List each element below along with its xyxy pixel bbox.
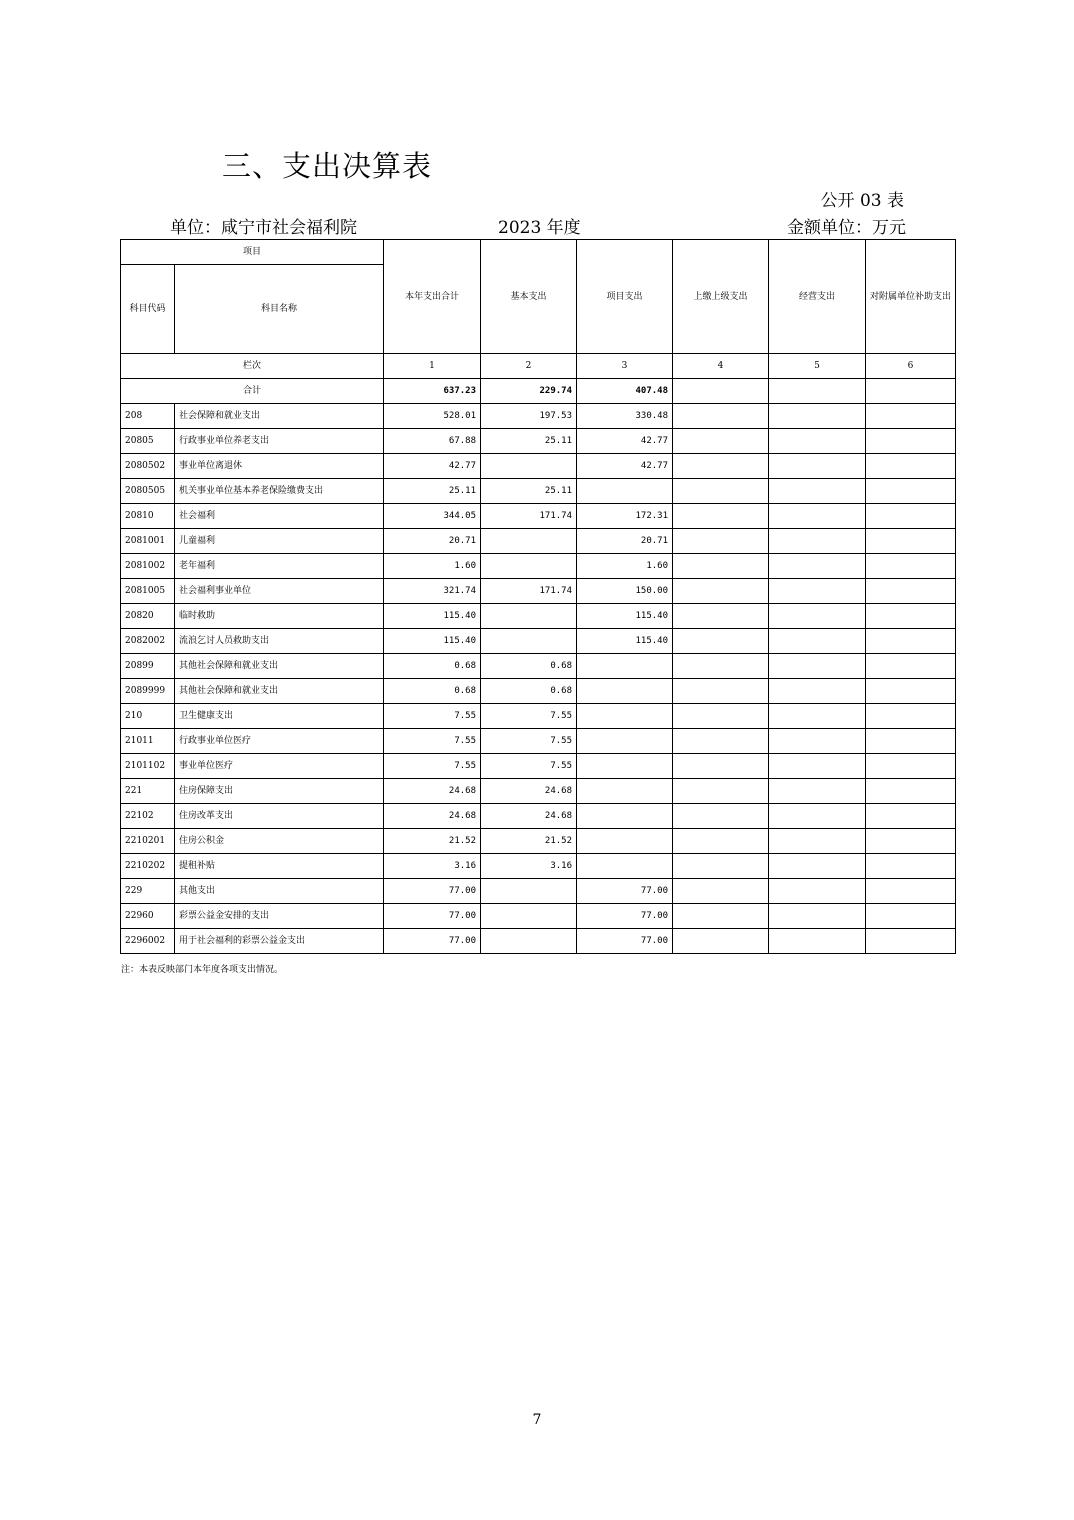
total-row (121, 379, 956, 404)
amount-cell: 3.16 (384, 854, 481, 879)
subject-name: 其他社会保障和就业支出 (175, 654, 384, 679)
amount-cell (769, 654, 866, 679)
amount-cell (577, 729, 673, 754)
year-label: 2023 年度 (498, 218, 581, 238)
table-row (121, 629, 956, 654)
amount-cell (769, 429, 866, 454)
amount-cell: 172.31 (577, 504, 673, 529)
table-row (121, 704, 956, 729)
subject-name: 社会福利事业单位 (175, 579, 384, 604)
amount-cell (673, 804, 769, 829)
amount-cell (673, 529, 769, 554)
amount-cell (866, 454, 956, 479)
amount-cell (481, 554, 577, 579)
amount-cell (769, 779, 866, 804)
amount-cell (866, 554, 956, 579)
amount-cell (577, 854, 673, 879)
subject-name: 卫生健康支出 (175, 704, 384, 729)
subject-code: 2101102 (121, 754, 175, 779)
amount-cell: 20.71 (577, 529, 673, 554)
subject-name: 住房公积金 (175, 829, 384, 854)
amount-cell: 321.74 (384, 579, 481, 604)
column-index-label: 栏次 (121, 354, 384, 379)
amount-cell (577, 479, 673, 504)
subject-name: 其他社会保障和就业支出 (175, 679, 384, 704)
page-number: 7 (532, 1412, 542, 1428)
column-index-4: 4 (673, 354, 769, 379)
amount-cell: 0.68 (481, 654, 577, 679)
amount-cell (769, 454, 866, 479)
amount-cell: 7.55 (481, 729, 577, 754)
amount-cell (866, 629, 956, 654)
table-meta (170, 213, 906, 237)
amount-cell: 115.40 (577, 629, 673, 654)
amount-cell: 67.88 (384, 429, 481, 454)
table-row (121, 579, 956, 604)
amount-cell: 24.68 (481, 779, 577, 804)
amount-cell: 77.00 (384, 904, 481, 929)
table-note: 注：本表反映部门本年度各项支出情况。 (121, 965, 284, 975)
subject-code: 20810 (121, 504, 175, 529)
subject-name: 行政事业单位养老支出 (175, 429, 384, 454)
amount-cell (673, 504, 769, 529)
amount-cell (769, 904, 866, 929)
header-col-4: 上缴上级支出 (673, 240, 769, 354)
amount-cell (769, 679, 866, 704)
subject-code: 2080505 (121, 479, 175, 504)
amount-cell: 77.00 (577, 879, 673, 904)
table-row (121, 779, 956, 804)
amount-cell (673, 579, 769, 604)
amount-cell (866, 529, 956, 554)
amount-cell: 150.00 (577, 579, 673, 604)
amount-cell (769, 504, 866, 529)
column-index-5: 5 (769, 354, 866, 379)
amount-cell: 344.05 (384, 504, 481, 529)
header-col-1: 本年支出合计 (384, 240, 481, 354)
subject-name: 住房改革支出 (175, 804, 384, 829)
amount-cell: 7.55 (384, 729, 481, 754)
expenditure-table (120, 239, 956, 954)
amount-cell (866, 879, 956, 904)
subject-code: 20820 (121, 604, 175, 629)
amount-cell (673, 854, 769, 879)
amount-cell (481, 629, 577, 654)
amount-cell (481, 454, 577, 479)
amount-cell (481, 929, 577, 954)
amount-cell: 77.00 (577, 929, 673, 954)
amount-cell (673, 404, 769, 429)
subject-code: 208 (121, 404, 175, 429)
column-index-1: 1 (384, 354, 481, 379)
table-row (121, 429, 956, 454)
table-row (121, 904, 956, 929)
amount-cell (577, 804, 673, 829)
amount-cell (866, 854, 956, 879)
subject-code: 20805 (121, 429, 175, 454)
amount-cell (866, 404, 956, 429)
subject-name: 社会福利 (175, 504, 384, 529)
amount-cell: 171.74 (481, 504, 577, 529)
unit-label: 单位：咸宁市社会福利院 (170, 218, 357, 238)
amount-cell (673, 429, 769, 454)
amount-cell (673, 879, 769, 904)
amount-cell: 25.11 (481, 429, 577, 454)
header-item: 项目 (121, 240, 384, 265)
column-index-6: 6 (866, 354, 956, 379)
amount-cell (866, 654, 956, 679)
amount-cell (866, 829, 956, 854)
table-row (121, 529, 956, 554)
amount-cell (866, 679, 956, 704)
subject-code: 20899 (121, 654, 175, 679)
subject-code: 229 (121, 879, 175, 904)
amount-cell (769, 729, 866, 754)
amount-cell (866, 929, 956, 954)
amount-cell (769, 854, 866, 879)
amount-cell (673, 929, 769, 954)
amount-cell: 115.40 (384, 629, 481, 654)
subject-name: 提租补贴 (175, 854, 384, 879)
subject-code: 2081002 (121, 554, 175, 579)
subject-name: 老年福利 (175, 554, 384, 579)
subject-code: 221 (121, 779, 175, 804)
total-value: 637.23 (384, 379, 481, 404)
amount-cell (769, 704, 866, 729)
amount-cell (769, 829, 866, 854)
amount-cell (481, 604, 577, 629)
amount-cell (769, 404, 866, 429)
amount-cell (769, 804, 866, 829)
amount-cell: 42.77 (384, 454, 481, 479)
amount-cell: 1.60 (577, 554, 673, 579)
amount-cell: 77.00 (384, 879, 481, 904)
total-value (769, 379, 866, 404)
amount-cell (673, 479, 769, 504)
subject-code: 2080502 (121, 454, 175, 479)
amount-cell (866, 479, 956, 504)
amount-cell (577, 704, 673, 729)
amount-cell (769, 554, 866, 579)
amount-cell: 7.55 (384, 704, 481, 729)
amount-cell: 115.40 (577, 604, 673, 629)
amount-cell (673, 704, 769, 729)
table-row (121, 879, 956, 904)
header-col-6: 对附属单位补助支出 (866, 240, 956, 354)
table-row (121, 754, 956, 779)
amount-cell: 21.52 (481, 829, 577, 854)
table-row (121, 504, 956, 529)
subject-code: 22960 (121, 904, 175, 929)
amount-cell: 0.68 (481, 679, 577, 704)
total-value (673, 379, 769, 404)
subject-name: 机关事业单位基本养老保险缴费支出 (175, 479, 384, 504)
amount-cell (769, 879, 866, 904)
amount-cell (769, 479, 866, 504)
amount-cell: 0.68 (384, 679, 481, 704)
amount-cell: 20.71 (384, 529, 481, 554)
amount-cell (866, 779, 956, 804)
subject-name: 流浪乞讨人员救助支出 (175, 629, 384, 654)
amount-cell (577, 654, 673, 679)
amount-cell: 528.01 (384, 404, 481, 429)
table-row (121, 554, 956, 579)
amount-cell: 0.68 (384, 654, 481, 679)
amount-cell (866, 579, 956, 604)
amount-cell (866, 704, 956, 729)
total-value: 407.48 (577, 379, 673, 404)
amount-cell (673, 829, 769, 854)
amount-cell (673, 729, 769, 754)
total-label: 合计 (121, 379, 384, 404)
amount-cell (673, 904, 769, 929)
table-row (121, 804, 956, 829)
table-row (121, 854, 956, 879)
subject-code: 2296002 (121, 929, 175, 954)
column-index-row (121, 354, 956, 379)
amount-cell: 77.00 (577, 904, 673, 929)
subject-code: 2081005 (121, 579, 175, 604)
amount-cell: 21.52 (384, 829, 481, 854)
table-row (121, 679, 956, 704)
subject-name: 住房保障支出 (175, 779, 384, 804)
amount-cell (673, 754, 769, 779)
amount-cell (769, 579, 866, 604)
amount-cell (866, 904, 956, 929)
amount-cell (673, 604, 769, 629)
subject-name: 社会保障和就业支出 (175, 404, 384, 429)
amount-cell: 197.53 (481, 404, 577, 429)
header-col-5: 经营支出 (769, 240, 866, 354)
amount-cell: 24.68 (481, 804, 577, 829)
header-row-top (121, 240, 956, 265)
amount-cell: 7.55 (481, 704, 577, 729)
table-row (121, 479, 956, 504)
amount-cell (866, 604, 956, 629)
amount-cell (769, 754, 866, 779)
amount-cell (769, 529, 866, 554)
subject-code: 210 (121, 704, 175, 729)
subject-name: 事业单位医疗 (175, 754, 384, 779)
amount-cell (866, 429, 956, 454)
amount-cell (866, 754, 956, 779)
table-row (121, 829, 956, 854)
header-name: 科目名称 (175, 265, 384, 354)
table-row (121, 604, 956, 629)
amount-cell (481, 879, 577, 904)
total-value: 229.74 (481, 379, 577, 404)
amount-cell (673, 679, 769, 704)
column-index-3: 3 (577, 354, 673, 379)
table-row (121, 929, 956, 954)
amount-cell (673, 554, 769, 579)
amount-cell: 7.55 (481, 754, 577, 779)
table-row (121, 729, 956, 754)
amount-cell: 42.77 (577, 454, 673, 479)
amount-unit-label: 金额单位：万元 (787, 218, 906, 238)
amount-cell (673, 629, 769, 654)
amount-cell (866, 729, 956, 754)
subject-name: 临时救助 (175, 604, 384, 629)
header-code: 科目代码 (121, 265, 175, 354)
amount-cell (577, 679, 673, 704)
header-col-2: 基本支出 (481, 240, 577, 354)
subject-code: 21011 (121, 729, 175, 754)
table-row (121, 404, 956, 429)
amount-cell (769, 604, 866, 629)
amount-cell: 330.48 (577, 404, 673, 429)
subject-name: 事业单位离退休 (175, 454, 384, 479)
amount-cell (577, 829, 673, 854)
amount-cell (769, 929, 866, 954)
amount-cell (673, 454, 769, 479)
table-row (121, 654, 956, 679)
amount-cell: 171.74 (481, 579, 577, 604)
amount-cell: 1.60 (384, 554, 481, 579)
subject-code: 2082002 (121, 629, 175, 654)
subject-name: 用于社会福利的彩票公益金支出 (175, 929, 384, 954)
amount-cell: 25.11 (384, 479, 481, 504)
amount-cell: 24.68 (384, 804, 481, 829)
subject-name: 儿童福利 (175, 529, 384, 554)
form-number: 公开 03 表 (820, 191, 904, 211)
amount-cell (673, 779, 769, 804)
subject-name: 彩票公益金安排的支出 (175, 904, 384, 929)
subject-name: 其他支出 (175, 879, 384, 904)
amount-cell: 115.40 (384, 604, 481, 629)
subject-code: 22102 (121, 804, 175, 829)
page-title: 三、支出决算表 (222, 149, 433, 183)
subject-name: 行政事业单位医疗 (175, 729, 384, 754)
subject-code: 2089999 (121, 679, 175, 704)
amount-cell: 24.68 (384, 779, 481, 804)
total-value (866, 379, 956, 404)
column-index-2: 2 (481, 354, 577, 379)
amount-cell (866, 504, 956, 529)
amount-cell: 77.00 (384, 929, 481, 954)
amount-cell: 42.77 (577, 429, 673, 454)
amount-cell (769, 629, 866, 654)
table-row (121, 454, 956, 479)
subject-code: 2210202 (121, 854, 175, 879)
amount-cell (673, 654, 769, 679)
amount-cell (481, 904, 577, 929)
header-col-3: 项目支出 (577, 240, 673, 354)
amount-cell: 7.55 (384, 754, 481, 779)
amount-cell (481, 529, 577, 554)
amount-cell: 3.16 (481, 854, 577, 879)
subject-code: 2210201 (121, 829, 175, 854)
amount-cell (577, 754, 673, 779)
amount-cell (577, 779, 673, 804)
amount-cell: 25.11 (481, 479, 577, 504)
amount-cell (866, 804, 956, 829)
subject-code: 2081001 (121, 529, 175, 554)
